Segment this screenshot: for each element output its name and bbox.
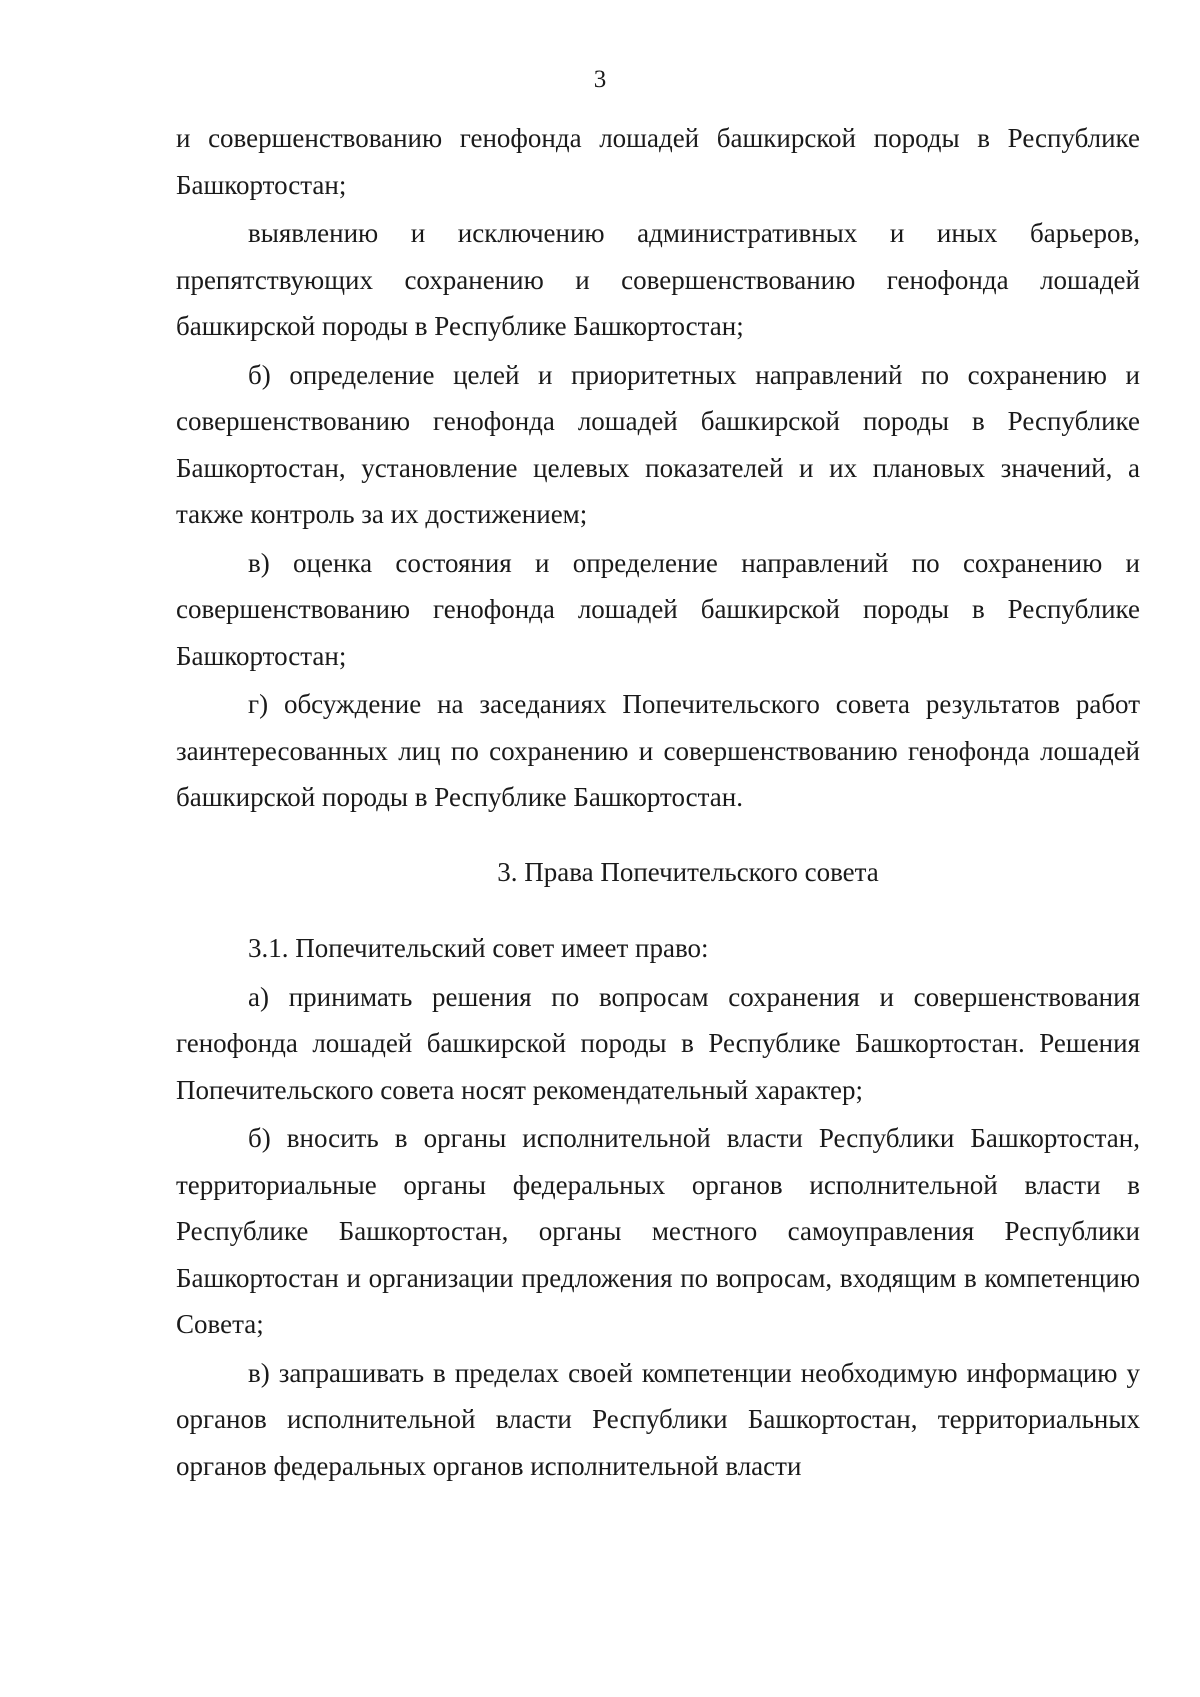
paragraph-item-b: б) вносить в органы исполнительной власти Республики Башкортостан, территориальные органы федеральных органов исполнительной власти в Республике Башкортостан, органы местного самоуправления Республики Башкортостан и организации предложения по вопросам, входящим в компетенцию Совета; [176,1123,1140,1339]
paragraph: и совершенствованию генофонда лошадей башкирской породы в Республике Башкортостан; [176,123,1140,200]
paragraph: выявлению и исключению административных и иных барьеров, препятствующих сохранению и совершенствованию генофонда лошадей башкирской породы в Республике Башкортостан; [176,218,1140,341]
paragraph-item-v: в) запрашивать в пределах своей компетенции необходимую информацию у органов исполнительной власти Республики Башкортостан, территориальных органов федеральных органов исполнительной власти [176,1357,1140,1481]
document-body [176,115,1140,1491]
paragraph-item-g: г) обсуждение на заседаниях Попечительского совета результатов работ заинтересованных лиц по сохранению и совершенствованию генофонда лошадей башкирской породы в Республике Башкортостан. [176,689,1140,812]
paragraph-item-b: б) определение целей и приоритетных направлений по сохранению и совершенствованию генофонда лошадей башкирской породы в Республике Башкортостан, установление целевых показателей и их плановых значений, а также контроль за их достижением; [176,359,1140,529]
paragraph-item-v: в) оценка состояния и определение направлений по сохранению и совершенствованию генофонда лошадей башкирской породы в Республике Башкортостан; [176,547,1140,671]
section-heading: 3. Права Попечительского совета [497,856,879,887]
paragraph-item-a: а) принимать решения по вопросам сохранения и совершенствования генофонда лошадей башкирской породы в Республике Башкортостан. Решения Попечительского совета носят рекомендательный характер; [176,981,1140,1105]
page-number: 3 [593,66,607,93]
paragraph-clause-3-1: 3.1. Попечительский совет имеет право: [248,933,709,963]
